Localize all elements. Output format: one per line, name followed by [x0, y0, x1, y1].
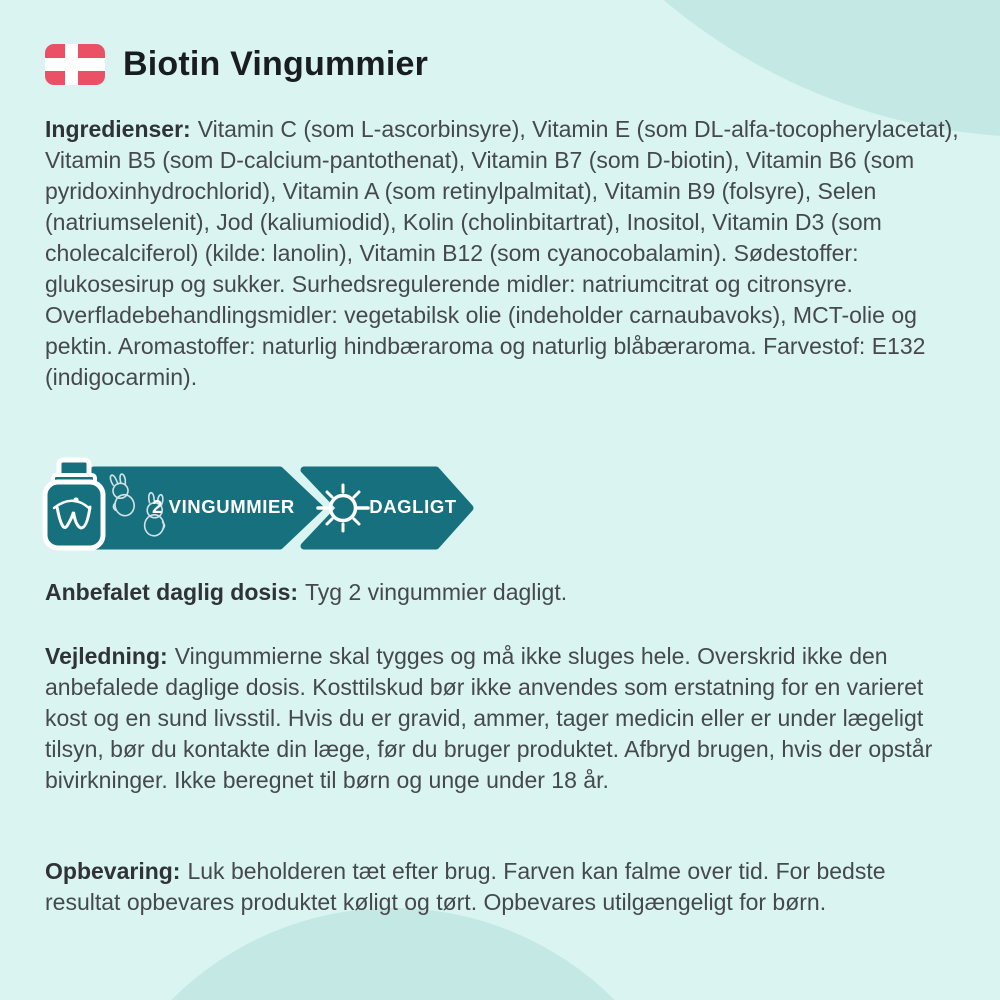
storage-paragraph — [45, 856, 961, 918]
ingredients-paragraph — [45, 114, 961, 393]
flag-cross-horizontal — [45, 58, 105, 71]
dosage-banner — [40, 453, 500, 561]
instructions-label: Vejledning: — [45, 643, 168, 669]
decorative-circle-bottom — [80, 908, 706, 1000]
storage-text: Luk beholderen tæt efter brug. Farven kan falme over tid. For bedste resultat opbevares produktet køligt og tørt. Opbevares utilgængeligt for børn. — [45, 858, 886, 915]
instructions-paragraph — [45, 641, 961, 796]
ingredients-label: Ingredienser: — [45, 116, 191, 142]
denmark-flag-icon — [45, 44, 105, 85]
banner-step2-label: DAGLIGT — [369, 496, 457, 517]
instructions-text: Vingummierne skal tygges og må ikke sluges hele. Overskrid ikke den anbefalede daglige dosis. Kosttilskud bør ikke anvendes som erstatning for en varieret kost og en sund livsstil. Hvis du er gravid, ammer, tager medicin eller er under lægeligt tilsyn, bør du kontakte din læge, før du bruger produktet. Afbryd brugen, hvis der opstår bivirkninger. Ikke beregnet til børn og unge under 18 år. — [45, 643, 933, 793]
page-title: Biotin Vingummier — [123, 45, 429, 83]
banner-step1-label: 2 VINGUMMIER — [152, 496, 295, 517]
dosage-paragraph — [45, 577, 961, 608]
header — [45, 44, 428, 85]
ingredients-text: Vitamin C (som L-ascorbinsyre), Vitamin E (som DL-alfa-tocopherylacetat), Vitamin B5 (som D-calcium-pantothenat), Vitamin B7 (som D-biotin), Vitamin B6 (som pyridoxinhydrochlorid), Vitamin A (som retinylpalmitat), Vitamin B9 (folsyre), Selen (natriumselenit), Jod (kaliumiodid), Kolin (cholinbitartrat), Inositol, Vitamin D3 (som cholecalciferol) (kilde: lanolin), Vitamin B12 (som cyanocobalamin). Sødestoffer: glukosesirup og sukker. Surhedsregulerende midler: natriumcitrat og citronsyre. Overfladebehandlingsmidler: vegetabilsk olie (indeholder carnaubavoks), MCT-olie og pektin. Aromastoffer: naturlig hindbæraroma og naturlig blåbæraroma. Farvestof: E132 (indigocarmin). — [45, 116, 959, 390]
storage-label: Opbevaring: — [45, 858, 181, 884]
dosage-text: Tyg 2 vingummier dagligt. — [305, 579, 568, 605]
dosage-label: Anbefalet daglig dosis: — [45, 579, 299, 605]
